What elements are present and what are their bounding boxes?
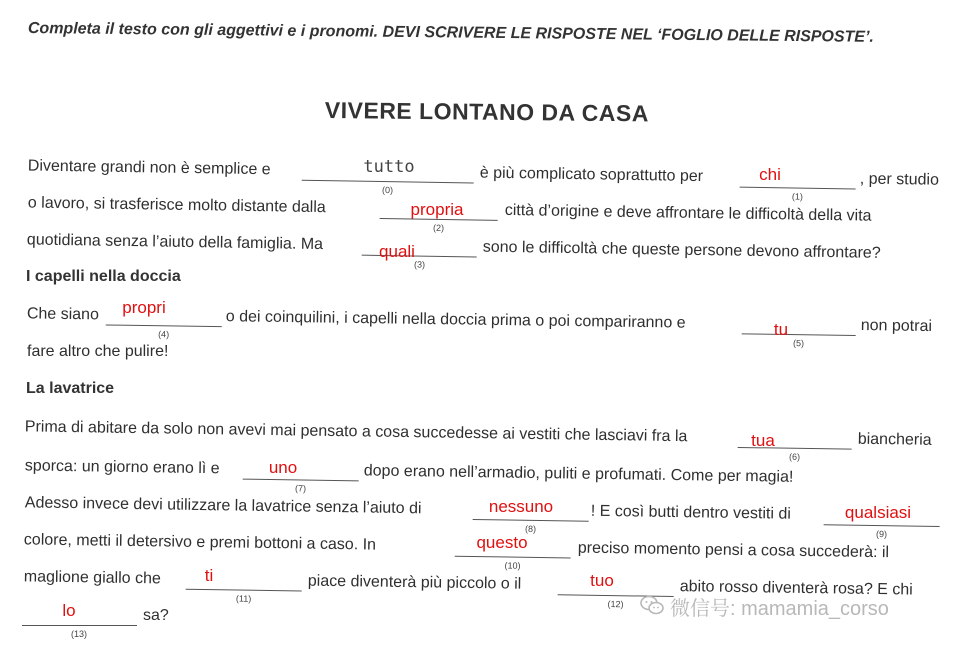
text-segment: , per studio: [859, 170, 940, 189]
blank-number: (11): [235, 593, 252, 604]
answer-3: quali: [379, 242, 415, 261]
text-segment: maglione giallo che: [23, 568, 161, 588]
blank-line: [742, 333, 856, 336]
text-segment: fare altro che pulire!: [27, 343, 169, 360]
blank-line: [186, 589, 302, 592]
blank-number: (3): [413, 259, 426, 270]
blank-number: (1): [791, 191, 804, 202]
blank-number: (5): [792, 338, 805, 349]
blank-number: (2): [432, 222, 445, 233]
text-segment: biancheria: [857, 430, 932, 449]
answer-4: propri: [122, 298, 166, 317]
blank-number: (7): [294, 483, 307, 494]
text-segment: colore, metti il detersivo e premi bottoni a caso. In: [23, 531, 377, 554]
instructions-text: Completa il testo con gli aggettivi e i pronomi. DEVI SCRIVERE LE RISPOSTE NEL ‘FOGLIO DELLE RISPOSTE’.: [27, 20, 875, 46]
answer-5: tu: [773, 320, 789, 339]
text-segment: non potrai: [860, 317, 933, 336]
blank-line: [740, 187, 856, 190]
text-segment: città d’origine e deve affrontare le difficoltà della vita: [504, 201, 872, 225]
text-segment: Adesso invece devi utilizzare la lavatrice senza l’aiuto di: [24, 494, 422, 518]
answer-10: questo: [476, 533, 528, 552]
answer-7: uno: [268, 458, 298, 477]
blank-number: (13): [70, 629, 87, 639]
blank-number: (6): [788, 451, 801, 462]
answer-0: tutto: [363, 157, 415, 177]
blank-line: [473, 519, 589, 522]
text-segment: Prima di abitare da solo non avevi mai pensato a cosa succedesse ai vestiti che lasciavi fra la: [24, 418, 688, 446]
blank-line: [106, 324, 222, 327]
text-segment: sono le difficoltà che queste persone devono affrontare?: [482, 238, 881, 262]
text-segment: o dei coinquilini, i capelli nella doccia prima o poi compariranno e: [225, 308, 686, 332]
section-heading-capelli: I capelli nella doccia: [26, 268, 181, 285]
page-title: VIVERE LONTANO DA CASA: [324, 97, 650, 127]
blank-number: (0): [381, 185, 394, 196]
text-segment: dopo erano nell’armadio, puliti e profumati. Come per magia!: [363, 462, 794, 486]
answer-13: lo: [62, 601, 76, 620]
answer-8: nessuno: [488, 497, 554, 516]
text-segment: abito rosso diventerà rosa? E chi: [679, 578, 913, 599]
blank-line: [824, 524, 940, 527]
text-segment: quotidiana senza l’aiuto della famiglia. Ma: [26, 231, 324, 254]
text-segment: Che siano: [26, 305, 100, 324]
blank-line: [243, 479, 359, 482]
text-segment: Diventare grandi non è semplice e: [27, 157, 271, 179]
text-segment: preciso momento pensi a cosa succederà: il: [577, 539, 890, 562]
text-segment: è più complicato soprattutto per: [479, 164, 704, 186]
blank-line: [22, 625, 137, 626]
section-heading-lavatrice: La lavatrice: [26, 380, 115, 397]
blank-line: [455, 556, 571, 559]
blank-number: (9): [875, 529, 888, 540]
text-segment: ! E così butti dentro vestiti di: [590, 502, 792, 523]
watermark-text: 微信号: mamamia_corso: [670, 598, 889, 620]
blank-number: (4): [158, 329, 170, 340]
answer-9: qualsiasi: [844, 503, 912, 522]
blank-number: (8): [524, 523, 537, 534]
text-segment: piace diventerà più piccolo o il: [307, 572, 522, 593]
wechat-icon: [640, 594, 664, 616]
blank-number: (12): [607, 599, 624, 610]
answer-1: chi: [759, 165, 781, 184]
answer-2: propria: [410, 200, 464, 219]
text-segment: sporca: un giorno erano lì e: [24, 457, 220, 478]
text-segment: sa?: [143, 607, 169, 624]
answer-12: tuo: [590, 571, 614, 590]
blank-number: (10): [504, 560, 521, 571]
answer-11: ti: [204, 566, 214, 585]
text-segment: o lavoro, si trasferisce molto distante dalla: [27, 194, 326, 217]
answer-6: tua: [751, 431, 775, 450]
blank-line: [302, 180, 474, 184]
